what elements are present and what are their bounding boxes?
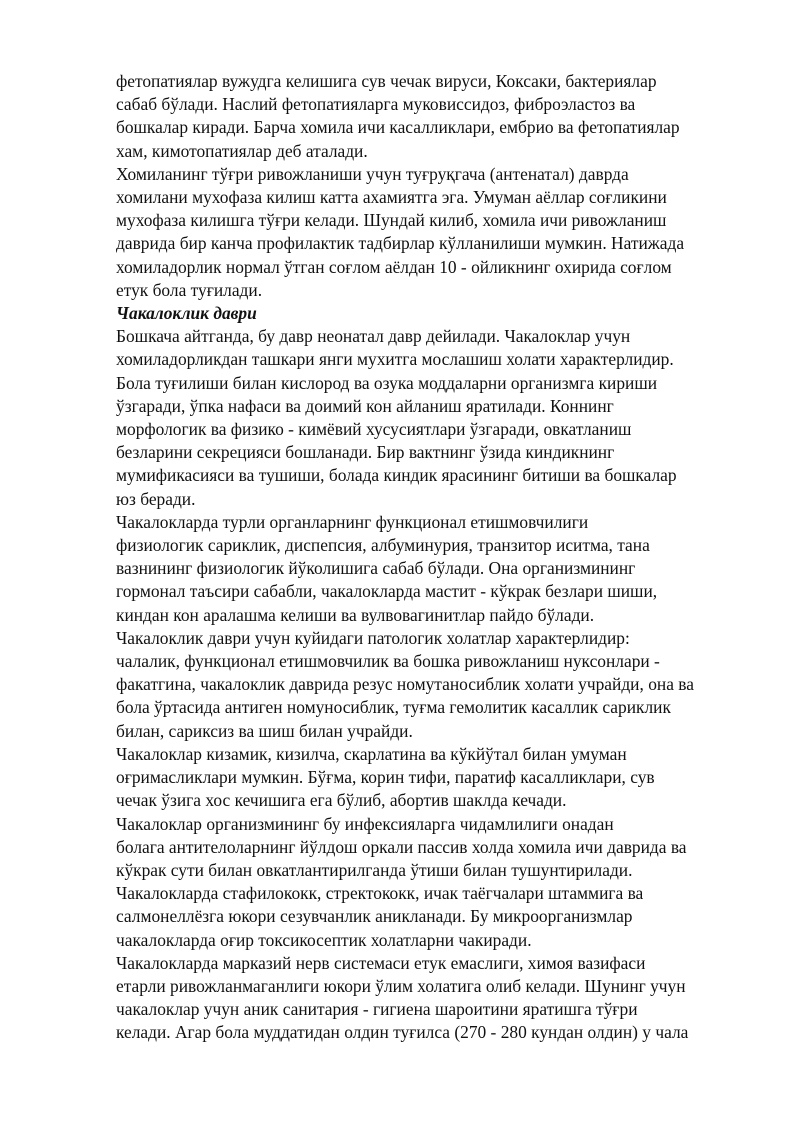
text-line: бошкалар киради. Барча хомила ичи касалликлари, ембрио ва фетопатиялар [116,117,680,138]
text-line: хомиладорлик нормал ўтган соғлом аёлдан 10 - ойликнинг охирида соғлом [116,256,672,277]
text-line: Чакалокларда стафилококк, стректококк, ичак таёгчалари штаммига ва [116,883,644,904]
text-line: Чакалоклик даври учун куйидаги патологик холатлар характерлидир: [116,627,630,648]
text-line: етук бола туғилади. [116,279,263,300]
text-line: морфологик ва физико - кимёвий хусусиятлари ўзгаради, овкатланиш [116,419,632,440]
text-line: келади. Агар бола муддатидан олдин туғилса (270 - 280 кундан олдин) у чала [116,1022,689,1043]
text-line: Чакалокларда турли органларнинг функционал етишмовчилиги [116,511,589,532]
text-line: Чакалокларда марказий нерв системаси етук емаслиги, химоя вазифаси [116,952,646,973]
text-line: Хомиланинг тўғри ривожланиши учун туғруқгача (антенатал) даврда [116,163,629,184]
text-line: бола ўртасида антиген номуносиблик, туғма гемолитик касаллик сариклик [116,697,671,718]
text-line: чакалоклар учун аник санитария - гигиена шароитини яратишга тўғри [116,999,638,1020]
text-line: хомиладорликдан ташкари янги мухитга мослашиш холати характерлидир. [116,349,674,370]
text-line: мумификасияси ва тушиши, болада киндик ярасининг битиши ва бошкалар [116,465,677,486]
text-line: болага антителоларнинг йўлдош оркали пассив холда хомила ичи даврида ва [116,836,687,857]
section-heading: Чакалоклик даври [116,303,257,324]
document-page [116,70,742,1045]
text-line: чалалик, функционал етишмовчилик ва бошка ривожланиш нуксонлари - [116,651,660,672]
text-line: Чакалоклар кизамик, кизилча, скарлатина ва кўкйўтал билан умуман [116,743,627,764]
text-line: киндан кон аралашма келиши ва вулвовагинитлар пайдо бўлади. [116,604,595,625]
text-line: сабаб бўлади. Наслий фетопатияларга муковиссидоз, фиброэластоз ва [116,94,636,115]
text-line: мухофаза килишга тўғри келади. Шундай килиб, хомила ичи ривожланиш [116,210,667,231]
text-block-after-heading [116,325,742,1044]
text-line: даврида бир канча профилактик тадбирлар кўлланилиши мумкин. Натижада [116,233,685,254]
text-line: Бола туғилиши билан кислород ва озука моддаларни организмга кириши [116,372,658,393]
text-line: оғримасликлари мумкин. Бўғма, корин тифи, паратиф касалликлари, сув [116,767,655,788]
text-line: кўкрак сути билан овкатлантирилганда ўтиши билан тушунтирилади. [116,859,633,880]
text-block-before-heading [116,70,742,302]
text-line: чечак ўзига хос кечишига ега бўлиб, абортив шаклда кечади. [116,790,567,811]
text-line: юз беради. [116,488,196,509]
text-line: ўзгаради, ўпка нафаси ва доимий кон айланиш яратилади. Коннинг [116,395,614,416]
text-line: Бошкача айтганда, бу давр неонатал давр дейилади. Чакалоклар учун [116,326,631,347]
text-line: салмонеллёзга юкори сезувчанлик аникланади. Бу микроорганизмлар [116,906,633,927]
text-line: билан, сариксиз ва шиш билан учрайди. [116,720,413,741]
text-line: хам, кимотопатиялар деб аталади. [116,140,368,161]
text-line: чакалокларда оғир токсикосептик холатларни чакиради. [116,929,532,950]
text-line: физиологик сариклик, диспепсия, албуминурия, транзитор иситма, тана [116,535,650,556]
text-line: фетопатиялар вужудга келишига сув чечак вируси, Коксаки, бактериялар [116,71,657,91]
text-line: факатгина, чакалоклик даврида резус номутаносиблик холати учрайди, она ва [116,674,694,695]
text-line: вазнининг физиологик йўколишига сабаб бўлади. Она организмининг [116,558,636,579]
text-line: гормонал таъсири сабабли, чакалокларда мастит - кўкрак безлари шиши, [116,581,658,602]
text-line: Чакалоклар организмининг бу инфексияларга чидамлилиги онадан [116,813,614,834]
text-line: безларини секрецияси бошланади. Бир вактнинг ўзида киндикнинг [116,442,615,463]
text-line: етарли ривожланмаганлиги юкори ўлим холатига олиб келади. Шунинг учун [116,975,686,996]
text-line: хомилани мухофаза килиш катта ахамиятга эга. Умуман аёллар соғликини [116,187,667,208]
